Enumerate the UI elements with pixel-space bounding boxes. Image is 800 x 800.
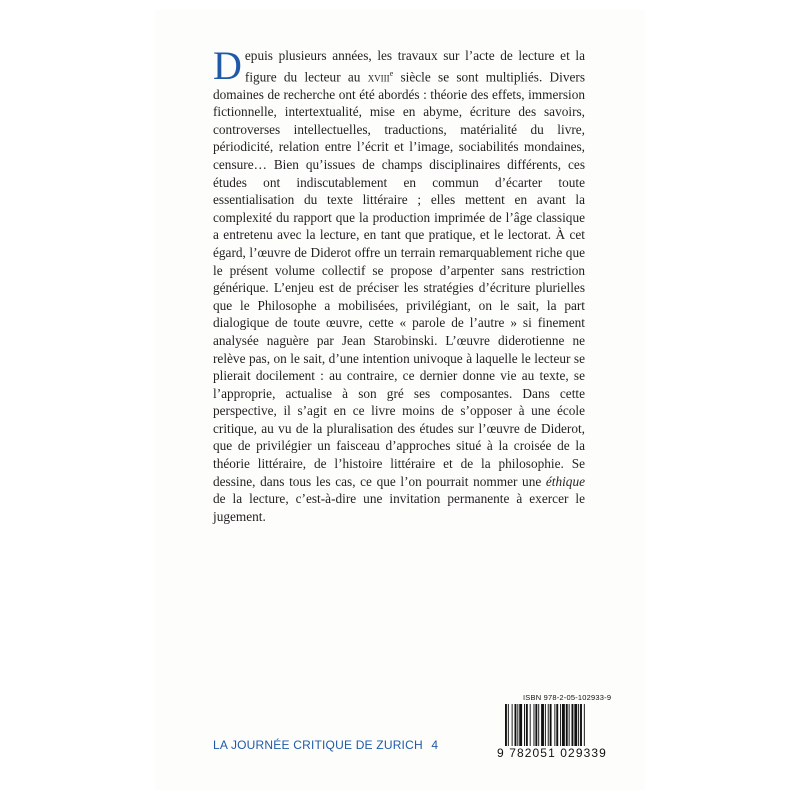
barcode-bar bbox=[560, 704, 561, 746]
barcode-bar bbox=[538, 704, 539, 746]
barcode-bar bbox=[519, 704, 522, 746]
series-number: 4 bbox=[431, 738, 439, 752]
isbn-label: ISBN 978-2-05-102933-9 bbox=[523, 693, 612, 702]
barcode-bar bbox=[524, 704, 525, 746]
barcode-bar bbox=[580, 704, 582, 746]
barcode-bar bbox=[584, 704, 585, 746]
barcode-bar bbox=[517, 704, 518, 746]
series-footer bbox=[213, 738, 438, 752]
barcode-bar bbox=[534, 704, 535, 746]
barcode-bar bbox=[508, 704, 509, 746]
series-label: LA JOURNÉE CRITIQUE DE ZURICH bbox=[213, 738, 423, 752]
barcode-bar bbox=[548, 704, 549, 746]
blurb-text-block bbox=[213, 43, 585, 525]
century-superscript: e bbox=[389, 68, 394, 78]
drop-cap-letter: D bbox=[213, 43, 242, 88]
century-numeral: xviii bbox=[367, 69, 390, 85]
blurb-text-middle: siècle se sont multipliés. Divers domaines de recherche ont été abordés : théorie des effets, immersion fictionnelle, intertextualité, mise en abyme, écriture des savoirs, controverses intellectuelles, traductions, matérialité du livre, périodicité, relation entre l’écrit et l’image, sociabilités mondaines, censure… Bien qu’issues de champs disciplinaires différents, ces études ont indiscutablement en commun d’écarter toute essentialisation du texte littéraire ; elles mettent en avant la complexité du rapport que la production imprimée de l’âge classique a entretenu avec la lecture, en tant que pratique, et le lectorat. À cet égard, l’œuvre de Diderot offre un terrain remarquablement riche que le présent volume collectif se propose d’arpenter sans restriction générique. L’enjeu est de préciser les stratégies d’écriture plurielles que le Philosophe a mobilisées, privilégiant, on le sait, la part dialogique de toute œuvre, cette « parole de l’autre » si finement analysée naguère par Jean Starobinski. L’œuvre diderotienne ne relève pas, on le sait, d’une intention univoque à laquelle le lecteur se plierait docilement : au contraire, ce dernier donne vie au texte, se l’approprie, actualise à son gré ses composantes. Dans cette perspective, il s’agit en ce livre moins de s’opposer à une école critique, au vu de la pluralisation des études sur l’œuvre de Diderot, que de privilégier un faisceau d’approches situé à la croisée de la théorie littéraire, de l’histoire littéraire et de la philosophie. Se dessine, dans tous les cas, ce que l’on pourrait nommer une bbox=[213, 69, 585, 489]
blurb-text-start: epuis plusieurs années, les travaux sur l’acte de lecture et la figure du lecteur au bbox=[244, 48, 585, 85]
barcode-bar bbox=[574, 704, 577, 746]
barcode-bar bbox=[505, 704, 507, 746]
barcode-bar bbox=[541, 704, 544, 746]
barcode-bar bbox=[554, 704, 555, 746]
barcode-bar bbox=[530, 704, 531, 746]
barcode-bar bbox=[566, 704, 568, 746]
barcode-bar bbox=[545, 704, 546, 746]
barcode-digits: 9 782051 029339 bbox=[497, 746, 607, 760]
barcode-bar bbox=[550, 704, 552, 746]
blurb-italic-word: éthique bbox=[545, 473, 585, 489]
barcode-bar bbox=[556, 704, 558, 746]
isbn-barcode-block bbox=[497, 693, 612, 760]
blurb-text-end: de la lecture, c’est-à-dire une invitation permanente à exercer le jugement. bbox=[213, 491, 585, 524]
barcode-bar bbox=[562, 704, 565, 746]
barcode-bar bbox=[512, 704, 513, 746]
barcode-icon bbox=[497, 704, 597, 746]
blurb-paragraph bbox=[213, 43, 585, 525]
barcode-bar bbox=[578, 704, 579, 746]
barcode-bar bbox=[515, 704, 517, 746]
barcode-bar bbox=[526, 704, 528, 746]
barcode-bar bbox=[572, 704, 574, 746]
barcode-bar bbox=[535, 704, 537, 746]
barcode-bar bbox=[569, 704, 570, 746]
